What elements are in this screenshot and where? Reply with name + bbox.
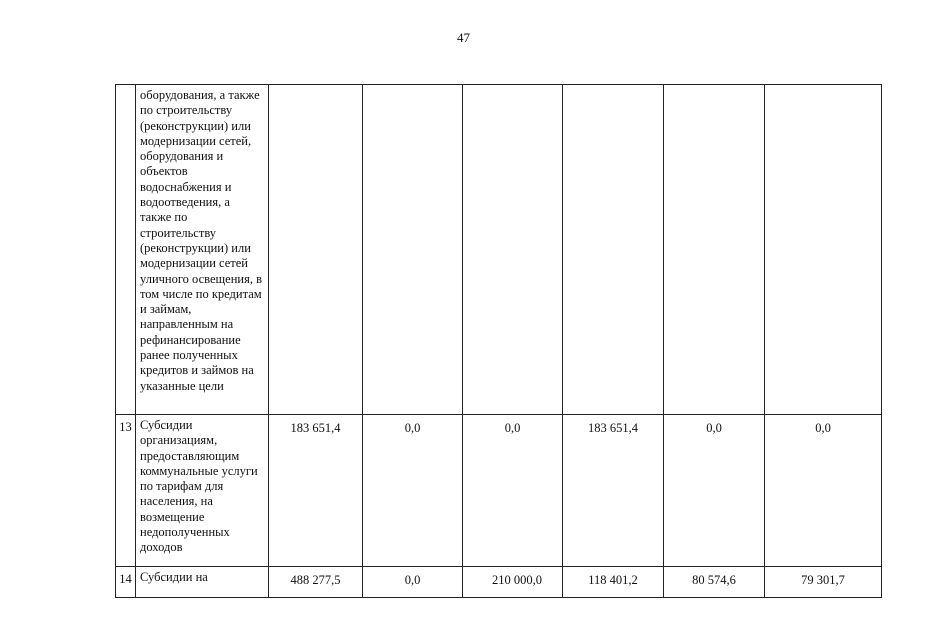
row-description: Субсидии на — [136, 567, 269, 598]
row-number — [116, 85, 136, 415]
value-cell: 0,0 — [463, 415, 563, 567]
value-cell — [664, 85, 765, 415]
page-number: 47 — [457, 30, 470, 45]
value-cell: 0,0 — [363, 567, 463, 598]
value-cell — [269, 85, 363, 415]
value-cell: 183 651,4 — [563, 415, 664, 567]
table-row-continuation — [116, 85, 882, 415]
value-cell: 210 000,0 — [463, 567, 563, 598]
row-number: 13 — [116, 415, 136, 567]
value-cell — [765, 85, 882, 415]
budget-table — [115, 84, 882, 598]
table-row-13 — [116, 415, 882, 567]
value-cell: 79 301,7 — [765, 567, 882, 598]
value-cell — [363, 85, 463, 415]
row-number: 14 — [116, 567, 136, 598]
value-cell — [563, 85, 664, 415]
table-row-14 — [116, 567, 882, 598]
value-cell: 0,0 — [363, 415, 463, 567]
value-cell — [463, 85, 563, 415]
value-total: 488 277,5 — [269, 567, 363, 598]
value-cell: 118 401,2 — [563, 567, 664, 598]
value-cell: 80 574,6 — [664, 567, 765, 598]
value-cell: 0,0 — [664, 415, 765, 567]
value-total: 183 651,4 — [269, 415, 363, 567]
row-description: Субсидии организациям, предоставляющим коммунальные услуги по тарифам для населения, на возмещение недополученных доходов — [136, 415, 269, 567]
value-cell: 0,0 — [765, 415, 882, 567]
row-description: оборудования, а также по строительству (реконструкции) или модернизации сетей, оборудования и объектов водоснабжения и водоотведения, а также по строительству (реконструкции) или модернизации сетей уличного освещения, в том числе по кредитам и займам, направленным на рефинансирование ранее полученных кредитов и займов на указанные цели — [136, 85, 269, 415]
